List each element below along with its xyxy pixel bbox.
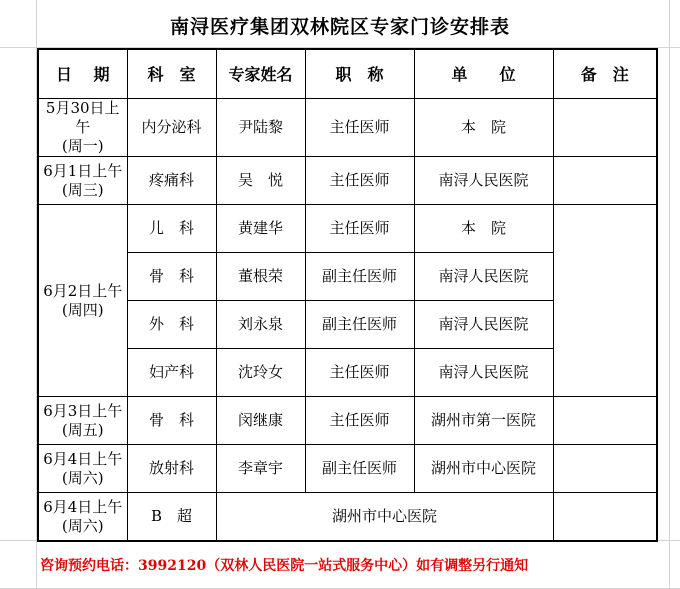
unit-cell[interactable]: 南浔人民医院 <box>414 349 553 397</box>
date-cell[interactable] <box>38 205 127 397</box>
unit-cell[interactable]: 本 院 <box>414 99 553 157</box>
weekday-line: (周四) <box>61 300 104 319</box>
table-row <box>38 445 657 493</box>
date-line: 6月2日上午 <box>43 281 123 300</box>
note-cell[interactable] <box>553 99 657 157</box>
dept-cell[interactable]: 内分泌科 <box>127 99 216 157</box>
date-cell[interactable] <box>38 445 127 493</box>
unit-cell[interactable]: 南浔人民医院 <box>414 157 553 205</box>
date-line: 6月4日上午 <box>43 449 123 468</box>
note-cell[interactable] <box>553 157 657 205</box>
name-cell[interactable]: 闵继康 <box>216 397 305 445</box>
rank-cell[interactable]: 主任医师 <box>305 397 414 445</box>
weekday-line: (周三) <box>61 180 104 199</box>
header-dept[interactable]: 科 室 <box>127 49 216 99</box>
dept-cell[interactable]: 疼痛科 <box>127 157 216 205</box>
name-cell[interactable]: 沈玲女 <box>216 349 305 397</box>
rank-cell[interactable]: 主任医师 <box>305 349 414 397</box>
date-line: 6月1日上午 <box>43 161 123 180</box>
rank-cell[interactable]: 主任医师 <box>305 99 414 157</box>
date-line: 6月4日上午 <box>43 497 123 516</box>
note-cell[interactable] <box>553 205 657 397</box>
rank-cell[interactable]: 副主任医师 <box>305 445 414 493</box>
name-cell[interactable]: 董根荣 <box>216 253 305 301</box>
contact-footer: 咨询预约电话：3992120（双林人民医院一站式服务中心）如有调整另行通知 <box>40 558 529 574</box>
header-row <box>38 49 657 99</box>
table-row <box>38 205 657 253</box>
dept-cell[interactable]: 妇产科 <box>127 349 216 397</box>
unit-cell[interactable]: 湖州市第一医院 <box>414 397 553 445</box>
schedule-table <box>37 48 658 542</box>
note-cell[interactable] <box>553 445 657 493</box>
date-cell[interactable] <box>38 397 127 445</box>
header-unit[interactable]: 单 位 <box>414 49 553 99</box>
date-cell[interactable] <box>38 493 127 542</box>
dept-cell[interactable]: 放射科 <box>127 445 216 493</box>
rank-cell[interactable]: 主任医师 <box>305 157 414 205</box>
header-rank[interactable]: 职 称 <box>305 49 414 99</box>
name-cell[interactable]: 尹陆黎 <box>216 99 305 157</box>
date-line: 5月30日上午 <box>45 99 120 136</box>
weekday-line: (周六) <box>61 516 104 535</box>
name-cell[interactable]: 黄建华 <box>216 205 305 253</box>
note-cell[interactable] <box>553 493 657 542</box>
date-cell[interactable] <box>38 99 127 157</box>
table-row <box>38 397 657 445</box>
rank-cell[interactable]: 副主任医师 <box>305 253 414 301</box>
dept-cell[interactable]: B 超 <box>127 493 216 542</box>
page-title: 南浔医疗集团双林院区专家门诊安排表 <box>169 16 510 38</box>
table-row <box>38 99 657 157</box>
weekday-line: (周五) <box>61 420 104 439</box>
unit-cell[interactable]: 本 院 <box>414 205 553 253</box>
dept-cell[interactable]: 外 科 <box>127 301 216 349</box>
table-row <box>38 157 657 205</box>
header-date[interactable]: 日 期 <box>38 49 127 99</box>
date-cell[interactable] <box>38 157 127 205</box>
merged-unit-cell[interactable]: 湖州市中心医院 <box>216 493 553 542</box>
name-cell[interactable]: 吴 悦 <box>216 157 305 205</box>
weekday-line: (周一) <box>61 137 104 155</box>
name-cell[interactable]: 李章宇 <box>216 445 305 493</box>
note-cell[interactable] <box>553 397 657 445</box>
dept-cell[interactable]: 儿 科 <box>127 205 216 253</box>
weekday-line: (周六) <box>61 468 104 487</box>
unit-cell[interactable]: 南浔人民医院 <box>414 301 553 349</box>
name-cell[interactable]: 刘永泉 <box>216 301 305 349</box>
grid-line <box>669 0 670 589</box>
dept-cell[interactable]: 骨 科 <box>127 397 216 445</box>
unit-cell[interactable]: 南浔人民医院 <box>414 253 553 301</box>
date-line: 6月3日上午 <box>43 401 123 420</box>
dept-cell[interactable]: 骨 科 <box>127 253 216 301</box>
rank-cell[interactable]: 副主任医师 <box>305 301 414 349</box>
header-name[interactable]: 专家姓名 <box>216 49 305 99</box>
rank-cell[interactable]: 主任医师 <box>305 205 414 253</box>
header-note[interactable]: 备 注 <box>553 49 657 99</box>
unit-cell[interactable]: 湖州市中心医院 <box>414 445 553 493</box>
table-row <box>38 493 657 542</box>
